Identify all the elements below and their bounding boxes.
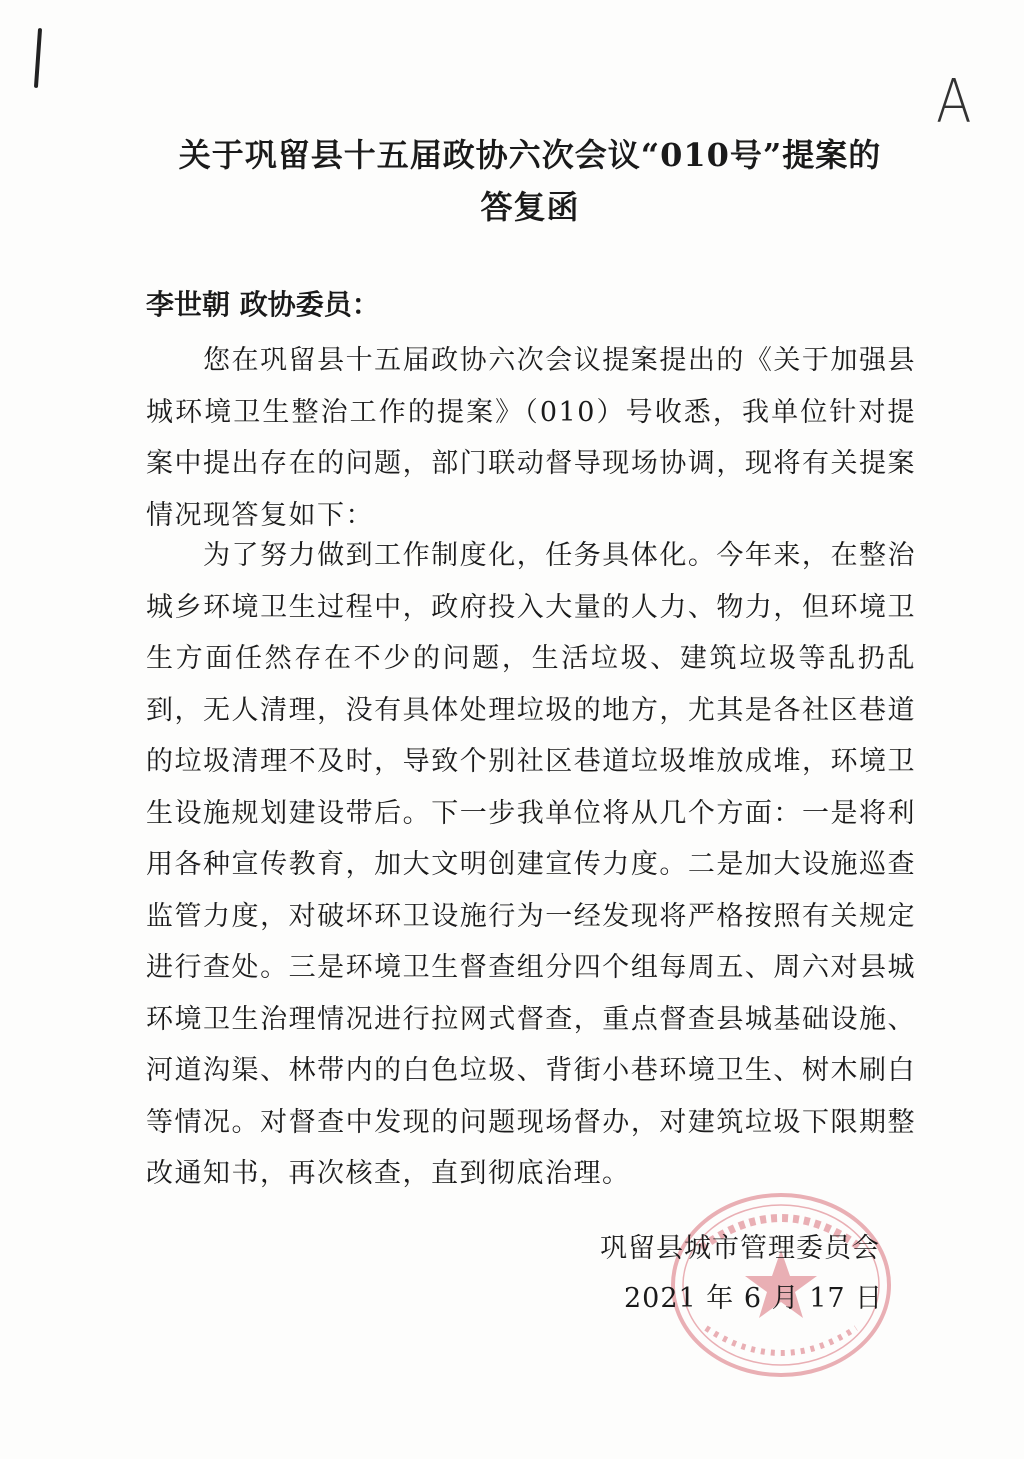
body-paragraph-1: 您在巩留县十五届政协六次会议提案提出的《关于加强县城环境卫生整治工作的提案》（010）号收悉，我单位针对提案中提出存在的问题，部门联动督导现场协调，现将有关提案情况现答复如下： [146, 345, 916, 531]
signature-organization: 巩留县城市管理委员会 [600, 1233, 880, 1264]
document-title-line2: 答复函 [480, 188, 580, 226]
handwritten-stroke [34, 28, 42, 88]
document-title-line1: 关于巩留县十五届政协六次会议“010号”提案的 [178, 136, 882, 174]
signature-date: 2021 年 6 月 17 日 [624, 1283, 884, 1314]
body-paragraph-2: 为了努力做到工作制度化，任务具体化。今年来，在整治城乡环境卫生过程中，政府投入大量的人力、物力，但环境卫生方面任然存在不少的问题，生活垃圾、建筑垃圾等乱扔乱到，无人清理，没有具体处理垃圾的地方，尤其是各社区巷道的垃圾清理不及时，导致个别社区巷道垃圾堆放成堆，环境卫生设施规划建设带后。下一步我单位将从几个方面：一是将利用各种宣传教育，加大文明创建宣传力度。二是加大设施巡查监管力度，对破坏环卫设施行为一经发现将严格按照有关规定进行查处。三是环境卫生督查组分四个组每周五、周六对县城环境卫生治理情况进行拉网式督查，重点督查县城基础设施、河道沟渠、林带内的白色垃圾、背街小巷环境卫生、树木刷白等情况。对督查中发现的问题现场督办，对建筑垃圾下限期整改通知书，再次核查，直到彻底治理。 [146, 540, 916, 1189]
handwritten-mark: A [936, 67, 972, 137]
salutation: 李世朝 政协委员： [146, 288, 380, 321]
